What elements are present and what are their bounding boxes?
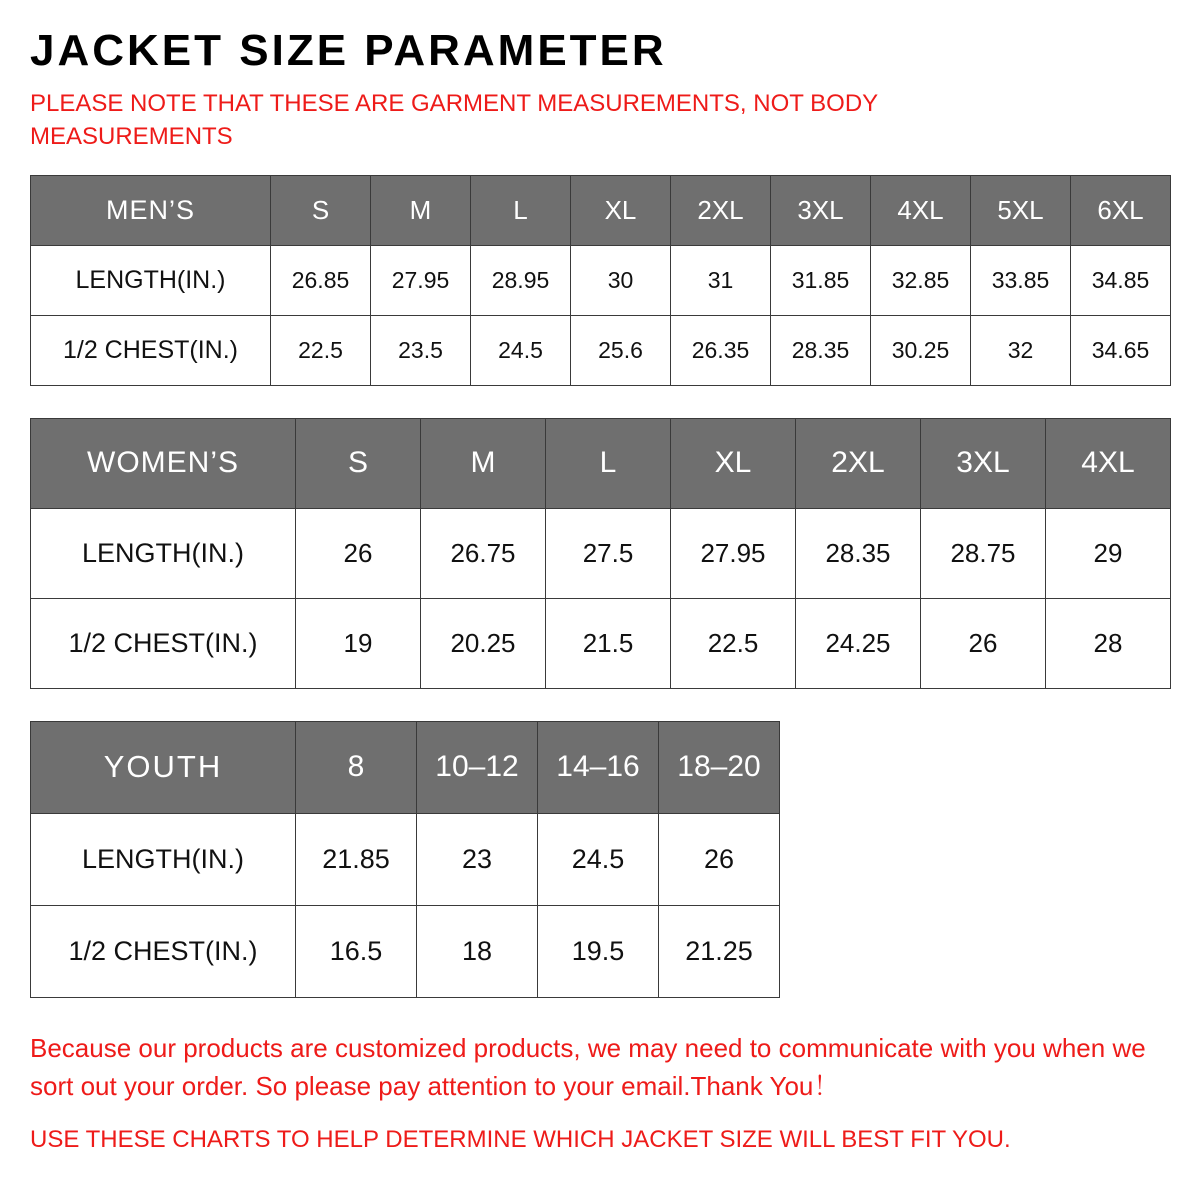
table-cell: 16.5 xyxy=(296,905,417,997)
mens-header-size: 5XL xyxy=(971,175,1071,245)
mens-header-size: 6XL xyxy=(1071,175,1171,245)
mens-header-size: 4XL xyxy=(871,175,971,245)
mens-size-table xyxy=(30,175,1171,386)
womens-header-size: L xyxy=(546,418,671,508)
table-header-row xyxy=(31,418,1171,508)
table-cell: 32 xyxy=(971,315,1071,385)
table-cell: 25.6 xyxy=(571,315,671,385)
customization-note: Because our products are customized products, we may need to communicate with you when we sort out your order. So please pay attention to your email.Thank You！ xyxy=(30,1032,1146,1101)
table-cell: 28.35 xyxy=(796,508,921,598)
table-cell: 28.95 xyxy=(471,245,571,315)
womens-header-label: WOMEN’S xyxy=(31,418,296,508)
table-header-row xyxy=(31,721,780,813)
mens-header-size: L xyxy=(471,175,571,245)
table-cell: 28 xyxy=(1046,598,1171,688)
youth-header-label: YOUTH xyxy=(31,721,296,813)
table-header-row xyxy=(31,175,1171,245)
table-cell: 26.75 xyxy=(421,508,546,598)
table-row xyxy=(31,905,780,997)
womens-size-table xyxy=(30,418,1171,689)
table-row xyxy=(31,245,1171,315)
table-cell: 34.85 xyxy=(1071,245,1171,315)
row-label: LENGTH(IN.) xyxy=(31,813,296,905)
womens-header-size: 2XL xyxy=(796,418,921,508)
mens-header-size: XL xyxy=(571,175,671,245)
row-label: LENGTH(IN.) xyxy=(31,508,296,598)
chart-usage-note: USE THESE CHARTS TO HELP DETERMINE WHICH JACKET SIZE WILL BEST FIT YOU. xyxy=(30,1126,1011,1154)
table-row xyxy=(31,508,1171,598)
table-cell: 33.85 xyxy=(971,245,1071,315)
table-cell: 19.5 xyxy=(538,905,659,997)
youth-header-size: 18–20 xyxy=(659,721,780,813)
womens-header-size: XL xyxy=(671,418,796,508)
table-cell: 21.25 xyxy=(659,905,780,997)
table-cell: 27.5 xyxy=(546,508,671,598)
table-cell: 28.35 xyxy=(771,315,871,385)
mens-header-size: M xyxy=(371,175,471,245)
table-cell: 21.85 xyxy=(296,813,417,905)
table-cell: 21.5 xyxy=(546,598,671,688)
row-label: 1/2 CHEST(IN.) xyxy=(31,598,296,688)
table-cell: 22.5 xyxy=(671,598,796,688)
page-title: JACKET SIZE PARAMETER xyxy=(30,26,667,75)
table-cell: 30.25 xyxy=(871,315,971,385)
table-cell: 19 xyxy=(296,598,421,688)
table-cell: 27.95 xyxy=(371,245,471,315)
table-cell: 31 xyxy=(671,245,771,315)
table-cell: 20.25 xyxy=(421,598,546,688)
table-cell: 26.35 xyxy=(671,315,771,385)
table-cell: 24.5 xyxy=(538,813,659,905)
table-cell: 22.5 xyxy=(271,315,371,385)
womens-header-size: 4XL xyxy=(1046,418,1171,508)
table-cell: 24.5 xyxy=(471,315,571,385)
table-row xyxy=(31,598,1171,688)
womens-header-size: M xyxy=(421,418,546,508)
mens-header-size: S xyxy=(271,175,371,245)
row-label: 1/2 CHEST(IN.) xyxy=(31,905,296,997)
youth-header-size: 8 xyxy=(296,721,417,813)
youth-header-size: 10–12 xyxy=(417,721,538,813)
table-cell: 32.85 xyxy=(871,245,971,315)
mens-header-label: MEN’S xyxy=(31,175,271,245)
table-cell: 29 xyxy=(1046,508,1171,598)
table-cell: 26 xyxy=(921,598,1046,688)
table-cell: 26 xyxy=(659,813,780,905)
garment-measurement-note: PLEASE NOTE THAT THESE ARE GARMENT MEASUREMENTS, NOT BODY MEASUREMENTS xyxy=(30,90,878,150)
row-label: LENGTH(IN.) xyxy=(31,245,271,315)
table-cell: 26 xyxy=(296,508,421,598)
mens-header-size: 3XL xyxy=(771,175,871,245)
womens-header-size: 3XL xyxy=(921,418,1046,508)
table-cell: 28.75 xyxy=(921,508,1046,598)
youth-header-size: 14–16 xyxy=(538,721,659,813)
table-cell: 27.95 xyxy=(671,508,796,598)
womens-header-size: S xyxy=(296,418,421,508)
table-cell: 31.85 xyxy=(771,245,871,315)
mens-header-size: 2XL xyxy=(671,175,771,245)
table-cell: 26.85 xyxy=(271,245,371,315)
row-label: 1/2 CHEST(IN.) xyxy=(31,315,271,385)
table-cell: 34.65 xyxy=(1071,315,1171,385)
youth-size-table xyxy=(30,721,780,998)
table-cell: 18 xyxy=(417,905,538,997)
table-row xyxy=(31,315,1171,385)
table-cell: 23 xyxy=(417,813,538,905)
table-cell: 30 xyxy=(571,245,671,315)
table-cell: 24.25 xyxy=(796,598,921,688)
table-cell: 23.5 xyxy=(371,315,471,385)
table-row xyxy=(31,813,780,905)
